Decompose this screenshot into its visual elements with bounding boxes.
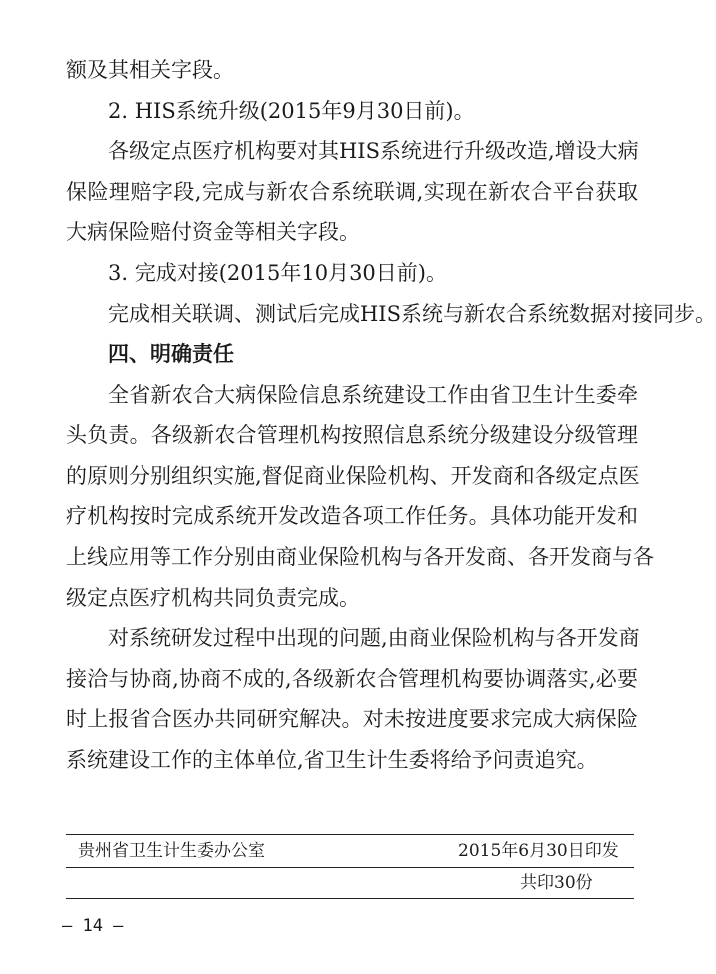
- paragraph-line: 完成相关联调、测试后完成HIS系统与新农合系统数据对接同步。: [108, 302, 716, 326]
- copies-count: 共印30份: [520, 873, 593, 893]
- footer-middle-rule: [66, 867, 634, 868]
- paragraph-line: 对系统研发过程中出现的问题,由商业保险机构与各开发商: [108, 626, 640, 650]
- paragraph-line: 各级定点医疗机构要对其HIS系统进行升级改造,增设大病: [108, 139, 639, 163]
- issue-date: 2015年6月30日印发: [458, 841, 619, 861]
- paragraph-line: 接洽与协商,协商不成的,各级新农合管理机构要协调落实,必要: [66, 667, 638, 691]
- paragraph-line: 疗机构按时完成系统开发改造各项工作任务。具体功能开发和: [66, 504, 638, 528]
- paragraph-line: 的原则分别组织实施,督促商业保险机构、开发商和各级定点医: [66, 464, 640, 488]
- paragraph-line: 保险理赔字段,完成与新农合系统联调,实现在新农合平台获取: [66, 180, 638, 204]
- section-heading: 四、明确责任: [108, 342, 234, 366]
- page-number: – 14 –: [62, 916, 124, 936]
- paragraph-line: 额及其相关字段。: [66, 58, 234, 82]
- issuer-name: 贵州省卫生计生委办公室: [78, 841, 265, 861]
- paragraph-line: 全省新农合大病保险信息系统建设工作由省卫生计生委牵: [108, 383, 638, 407]
- paragraph-line: 系统建设工作的主体单位,省卫生计生委将给予问责追究。: [66, 748, 598, 772]
- footer-top-rule: [66, 834, 634, 835]
- paragraph-line: 头负责。各级新农合管理机构按照信息系统分级建设分级管理: [66, 423, 638, 447]
- paragraph-line: 大病保险赔付资金等相关字段。: [66, 220, 360, 244]
- section-item-heading: 3. 完成对接(2015年10月30日前)。: [108, 261, 447, 285]
- paragraph-line: 时上报省合医办共同研究解决。对未按进度要求完成大病保险: [66, 707, 638, 731]
- paragraph-line: 级定点医疗机构共同负责完成。: [66, 586, 360, 610]
- paragraph-line: 上线应用等工作分别由商业保险机构与各开发商、各开发商与各: [66, 545, 654, 569]
- section-item-heading: 2. HIS系统升级(2015年9月30日前)。: [108, 99, 475, 123]
- footer-bottom-rule: [66, 898, 634, 899]
